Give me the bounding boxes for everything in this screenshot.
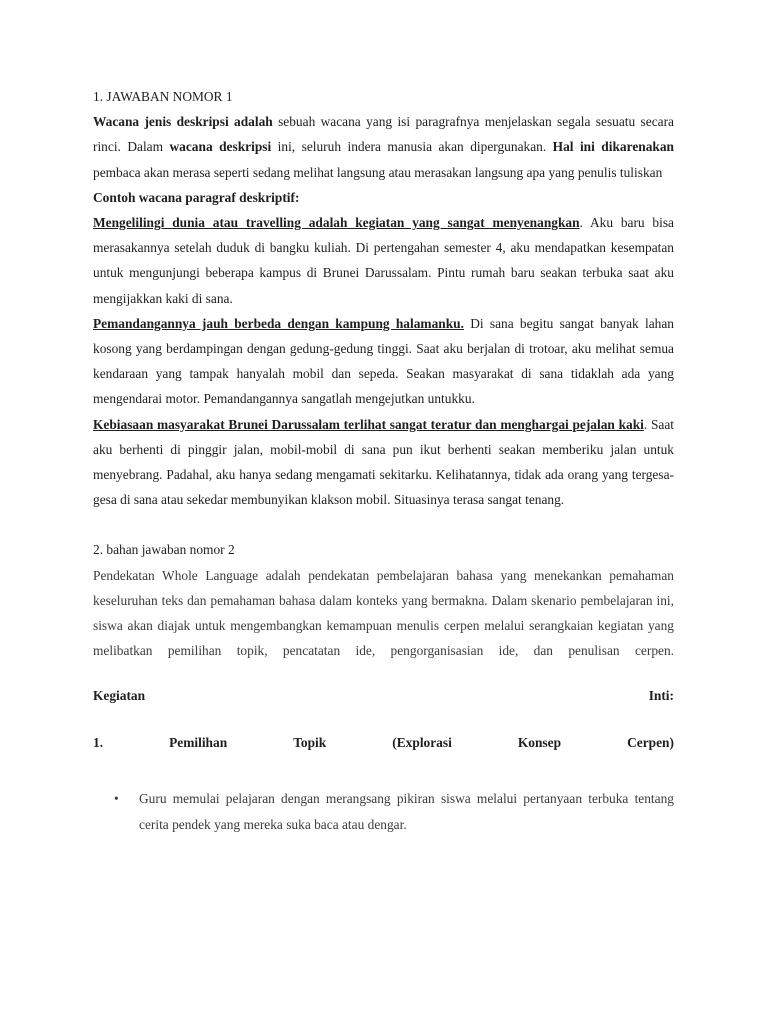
step-word: Pemilihan [169,735,228,751]
step-word: 1. [93,735,104,751]
bold-term: Hal ini dikarenakan [552,139,674,155]
topic-sentence: Kebiasaan masyarakat Brunei Darussalam terlihat sangat teratur dan menghargai pejalan kaki [93,416,644,432]
bold-term: wacana deskripsi [169,139,272,155]
bold-term: Wacana jenis deskripsi adalah [93,114,273,130]
bullet-text: Guru memulai pelajaran dengan merangsang pikiran siswa melalui pertanyaan terbuka tentang cerita pendek yang mereka suka baca atau dengar. [139,791,674,832]
inti-word: Inti: [648,688,674,704]
example-paragraph-1 [93,210,674,311]
text-run: sebuah wacana yang isi paragrafnya menjelaskan segala sesuatu secara rinci. Dalam [93,114,674,155]
example-heading: Contoh wacana paragraf deskriptif: [93,189,300,205]
topic-sentence: Pemandangannya jauh berbeda dengan kampung halamanku. [93,315,464,331]
definition-paragraph [93,109,674,185]
step-word: (Explorasi [392,735,452,751]
example-paragraph-2 [93,311,674,412]
section2-heading: 2. bahan jawaban nomor 2 [93,542,235,558]
step-word: Konsep [517,735,562,751]
blank-line [93,512,674,537]
text-run: Di sana begitu sangat banyak lahan kosong yang berdampingan dengan gedung-gedung tinggi. Saat aku berjalan di trotoar, aku melihat semua kendaraan yang tampak hanyalah mobil dan sepeda. Seakan masyarakat di sana tidaklah ada yang mengendarai motor. Pemandangannya sangatlah mengejutkan untukku. [93,315,674,407]
topic-sentence: Mengelilingi dunia atau travelling adalah kegiatan yang sangat menyenangkan [93,215,580,231]
step-word: Topik [293,735,327,751]
step-word: Cerpen) [627,735,674,751]
blank-line [93,755,674,786]
blank-line [93,663,674,683]
text-run: . Saat aku berhenti di pinggir jalan, mobil-mobil di sana pun ikut berhenti seakan memberiku jalan untuk menyebrang. Padahal, aku hanya sedang mengamati sekitarku. Kelihatannya, tidak ada orang yang tergesa-gesa di sana atau sekedar membunyikan klakson mobil. Situasinya terasa sangat tenang. [93,416,674,508]
example-paragraph-3 [93,412,674,513]
text-run: . Aku baru bisa merasakannya setelah duduk di bangku kuliah. Di pertengahan semester 4, aku mendapatkan kesempatan untuk mengunjungi beberapa kampus di Brunei Darussalam. Pintu rumah baru seakan terbuka saat aku mengijakkan kaki di sana. [93,215,674,306]
bullet-list-item [93,786,674,836]
blank-line [93,708,674,730]
document-page [93,84,674,837]
section1-heading: 1. JAWABAN NOMOR 1 [93,89,233,104]
step-1-heading [93,730,674,755]
text-run: ini, seluruh indera manusia akan dipergunakan. [271,139,553,155]
bullet-icon: • [114,791,119,807]
kegiatan-word: Kegiatan [93,688,146,704]
whole-language-paragraph: Pendekatan Whole Language adalah pendekatan pembelajaran bahasa yang menekankan pemahaman keseluruhan teks dan pemahaman bahasa dalam konteks yang bermakna. Dalam skenario pembelajaran ini, siswa akan diajak untuk mengembangkan kemampuan menulis cerpen melalui serangkaian kegiatan yang melibatkan pemilihan topik, pencatatan ide, pengorganisasian ide, dan penulisan cerpen. [93,567,674,659]
kegiatan-inti-heading [93,683,674,708]
text-run: pembaca akan merasa seperti sedang melihat langsung atau merasakan langsung apa yang penulis tuliskan [93,164,663,180]
